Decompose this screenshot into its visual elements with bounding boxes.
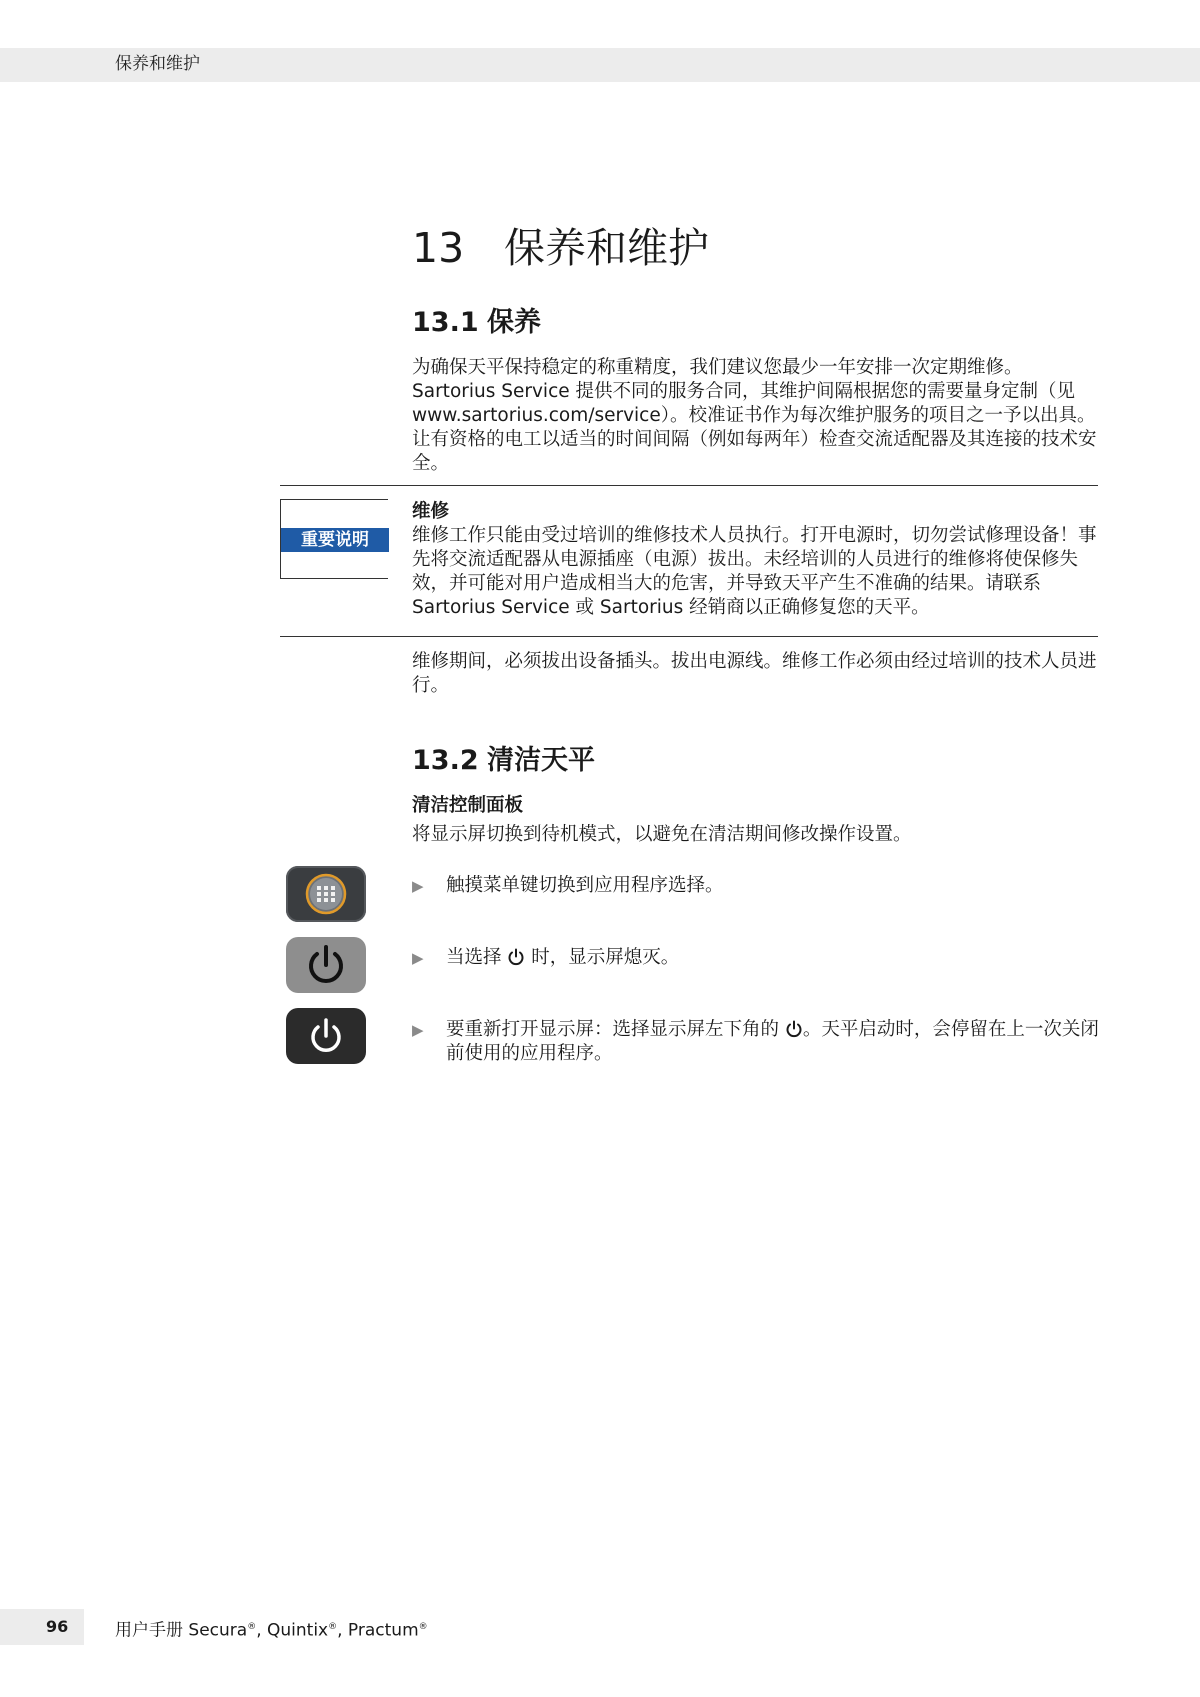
cleaning-intro: 将显示屏切换到待机模式，以避免在清洁期间修改操作设置。 xyxy=(412,824,912,845)
footer-label: 用户手册 Secura xyxy=(115,1620,248,1641)
section-13-1-title xyxy=(412,306,541,340)
chapter-title-text: 保养和维护 xyxy=(504,224,709,272)
registered-mark: ® xyxy=(328,1622,338,1632)
chapter-number: 13 xyxy=(412,224,465,272)
step-item xyxy=(412,1018,1102,1066)
section-13-2-title xyxy=(412,744,595,778)
step-item xyxy=(412,874,1102,898)
step-arrow-icon: ▶ xyxy=(412,877,424,895)
step-text-before: 当选择 xyxy=(446,947,502,968)
registered-mark: ® xyxy=(247,1622,257,1632)
notice-top-rule xyxy=(280,485,1098,486)
step-text-after: 时，显示屏熄灭。 xyxy=(531,947,680,968)
power-icon xyxy=(286,1008,366,1064)
page-number-box xyxy=(0,1609,84,1645)
notice-text: 维修工作只能由受过培训的维修技术人员执行。打开电源时，切勿尝试修理设备！事先将交流适配器从电源插座（电源）拔出。未经培训的人员进行的维修将使保修失效，并可能对用户造成相当大的危害，并导致天平产生不准确的结果。请联系 Sartorius Service 或 Sartorius 经销商以正确修复您的天平。 xyxy=(412,525,1097,618)
registered-mark: ® xyxy=(418,1622,428,1632)
section-title-text: 清洁天平 xyxy=(487,745,595,776)
repair-note: 维修期间，必须拔出设备插头。拔出电源线。维修工作必须由经过培训的技术人员进行。 xyxy=(412,651,1097,696)
page-number: 96 xyxy=(46,1617,69,1636)
notice-content xyxy=(412,500,1102,620)
notice-heading: 维修 xyxy=(412,501,450,522)
important-notice-box xyxy=(280,499,388,579)
section-title-text: 保养 xyxy=(487,307,541,338)
step-arrow-icon: ▶ xyxy=(412,1021,424,1039)
step-text-before: 要重新打开显示屏：选择显示屏左下角的 xyxy=(446,1019,780,1040)
step-text xyxy=(446,1018,1102,1066)
section-number: 13.1 xyxy=(412,307,479,338)
notice-bottom-rule xyxy=(280,636,1098,637)
important-notice-label: 重要说明 xyxy=(281,528,389,552)
power-icon xyxy=(286,937,366,993)
power-icon xyxy=(507,948,525,966)
step-text xyxy=(446,946,1102,970)
power-icon xyxy=(785,1020,803,1038)
chapter-title xyxy=(412,222,709,274)
cleaning-subheading: 清洁控制面板 xyxy=(412,795,524,816)
step-text-after: 。天平启动时，会停留在上一次关闭前使用的应用程序。 xyxy=(446,1019,1099,1064)
maintenance-intro: 为确保天平保持稳定的称重精度，我们建议您最少一年安排一次定期维修。Sartorius Service 提供不同的服务合同，其维护间隔根据您的需要量身定制（见 www.sartorius.com/service）。校准证书作为每次维护服务的项目之一予以出具。让有资格的电工以适当的时间间隔（例如每两年）检查交流适配器及其连接的技术安全。 xyxy=(412,357,1097,474)
step-arrow-icon: ▶ xyxy=(412,949,424,967)
footer-manual-title xyxy=(115,1616,428,1642)
step-text: 触摸菜单键切换到应用程序选择。 xyxy=(446,875,724,896)
footer-product: , Practum xyxy=(337,1620,419,1641)
running-header: 保养和维护 xyxy=(115,54,200,74)
step-item xyxy=(412,946,1102,970)
menu-key-icon xyxy=(286,866,366,922)
section-number: 13.2 xyxy=(412,745,479,776)
footer-product: , Quintix xyxy=(256,1620,329,1641)
